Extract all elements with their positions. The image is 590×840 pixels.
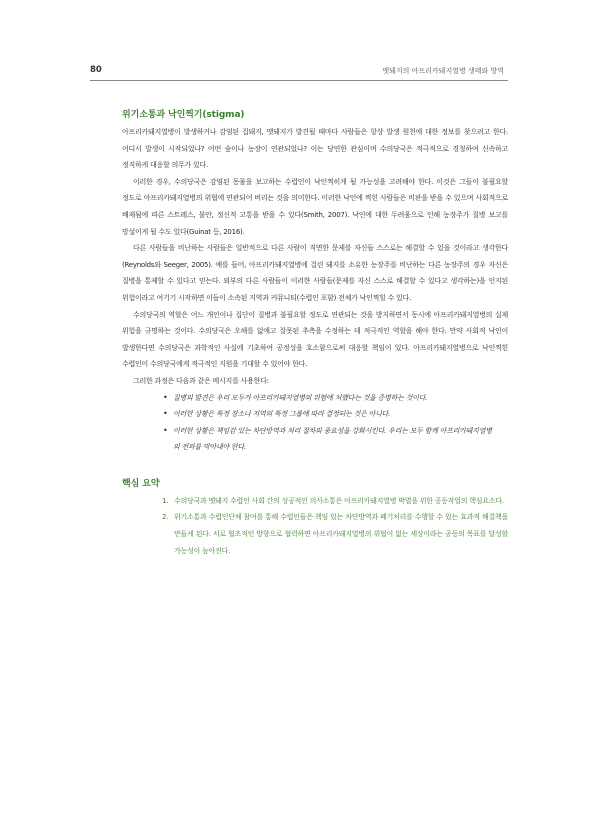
list-item-text: 질병의 발견은 우리 모두가 아프리카돼지열병의 위험에 처했다는 것을 증명하는 것이다. (173, 393, 428, 402)
list-item (163, 423, 508, 456)
header-divider (90, 80, 508, 81)
paragraph: 그러한 과정은 다음과 같은 메시지를 사용한다: (133, 376, 269, 385)
bullet-icon: • (163, 392, 168, 402)
bullet-icon: • (163, 425, 168, 435)
paragraph: 아프리카돼지열병이 발생하거나 감염된 집돼지, 멧돼지가 발견될 때마다 사람들은 항상 발생 원천에 대한 정보를 찾으려고 한다. 어디서 발생이 시작되었나? 어떤 숲이나 농장이 연관되었나? 이는 당연한 관심이며 수의당국은 적극적으로 경청하여 신속하고 정직하게 대응할 의무가 있다. (122, 128, 508, 170)
summary-list (122, 493, 508, 559)
list-item (163, 406, 508, 423)
running-title: 멧돼지의 아프리카돼지열병 생태와 방역 (382, 67, 504, 75)
list-item-text: 이러한 상황은 책임감 있는 차단방역과 처리 절차의 중요성을 강화시킨다. 우리는 모두 함께 아프리카돼지열병의 전파를 막아내야 한다. (173, 426, 492, 452)
page-number: 80 (90, 65, 102, 75)
summary-item-text: 수의당국과 멧돼지 수렵인 사회 간의 성공적인 의사소통은 아프리카돼지열병 박멸을 위한 공동작업의 핵심요소다. (174, 496, 504, 505)
summary-item-text: 위기소통과 수렵인단체 참여를 통해 수렵인들은 책임 있는 차단방역과 폐기처리를 수행할 수 있는 효과적 해결책을 만들게 된다. 서로 협조적인 방향으로 협력하면 아프리카돼지열병의 위협이 없는 세상이라는 공동의 목표를 달성할 가능성이 높아진다. (174, 513, 508, 555)
summary-item (162, 493, 508, 510)
section-heading: 위기소통과 낙인찍기(stigma) (122, 110, 245, 120)
paragraph: 다른 사람들을 비난하는 사람들은 일반적으로 다른 사람이 직면한 문제를 자신들 스스로는 해결할 수 있을 것이라고 생각한다(Reynolds와 Seeger, 2005). 예를 들어, 아프리카돼지열병에 걸린 돼지를 소유한 농장주를 비난하는 다른 농장주의 경우 자신은 질병을 통제할 수 있다고 믿는다. 외부의 다른 사람들이 이러한 사람들(문제를 자신 스스로 해결할 수 있다고 생각하는)을 인지된 위험이라고 여기기 시작하면 이들이 소속된 지역과 커뮤니티(수렵인 포함) 전체가 낙인찍힐 수 있다. (122, 244, 508, 302)
summary-heading: 핵심 요약 (122, 478, 160, 489)
paragraph: 이러한 경우, 수의당국은 감염된 동물을 보고하는 수렵인이 낙인찍히게 될 가능성을 고려해야 한다. 이것은 그들이 불필요할 정도로 아프리카돼지열병의 위협에 연관되어 버리는 것을 의미한다. 이러한 낙인에 찍힌 사람들은 비판을 받을 수 있으며 사회적으로 배제됨에 따른 스트레스, 불안, 정신적 고통을 받을 수 있다(Smith, 2007). 낙인에 대한 두려움으로 인해 농장주가 질병 보고를 망설이게 될 수도 있다(Guinat 등, 2016). (122, 177, 508, 236)
paragraph: 수의당국의 역할은 어느 개인이나 집단이 질병과 불필요할 정도로 연관되는 것을 방지하면서 동시에 아프리카돼지열병의 실제 위험을 규명하는 것이다. 수의당국은 오해를 없애고 잘못된 추측을 수정하는 데 적극적인 역할을 해야 한다. 만약 사회적 낙인이 발생한다면 수의당국은 과학적인 사실에 기초하여 공정성을 호소함으로써 대응할 책임이 있다. 아프리카돼지열병으로 낙인찍힌 수렵인이 수의당국에게 적극적인 지원을 기대할 수 있어야 한다. (122, 310, 508, 369)
message-list (122, 390, 508, 456)
bullet-icon: • (163, 409, 168, 419)
list-item-text: 이러한 상황은 특정 장소나 지역의 특정 그룹에 따라 결정되는 것은 아니다. (173, 410, 391, 419)
list-item (163, 390, 508, 407)
summary-item-number: 1. (162, 496, 169, 505)
summary-item-number: 2. (162, 513, 169, 522)
main-content (122, 107, 508, 559)
summary-item (162, 509, 508, 559)
